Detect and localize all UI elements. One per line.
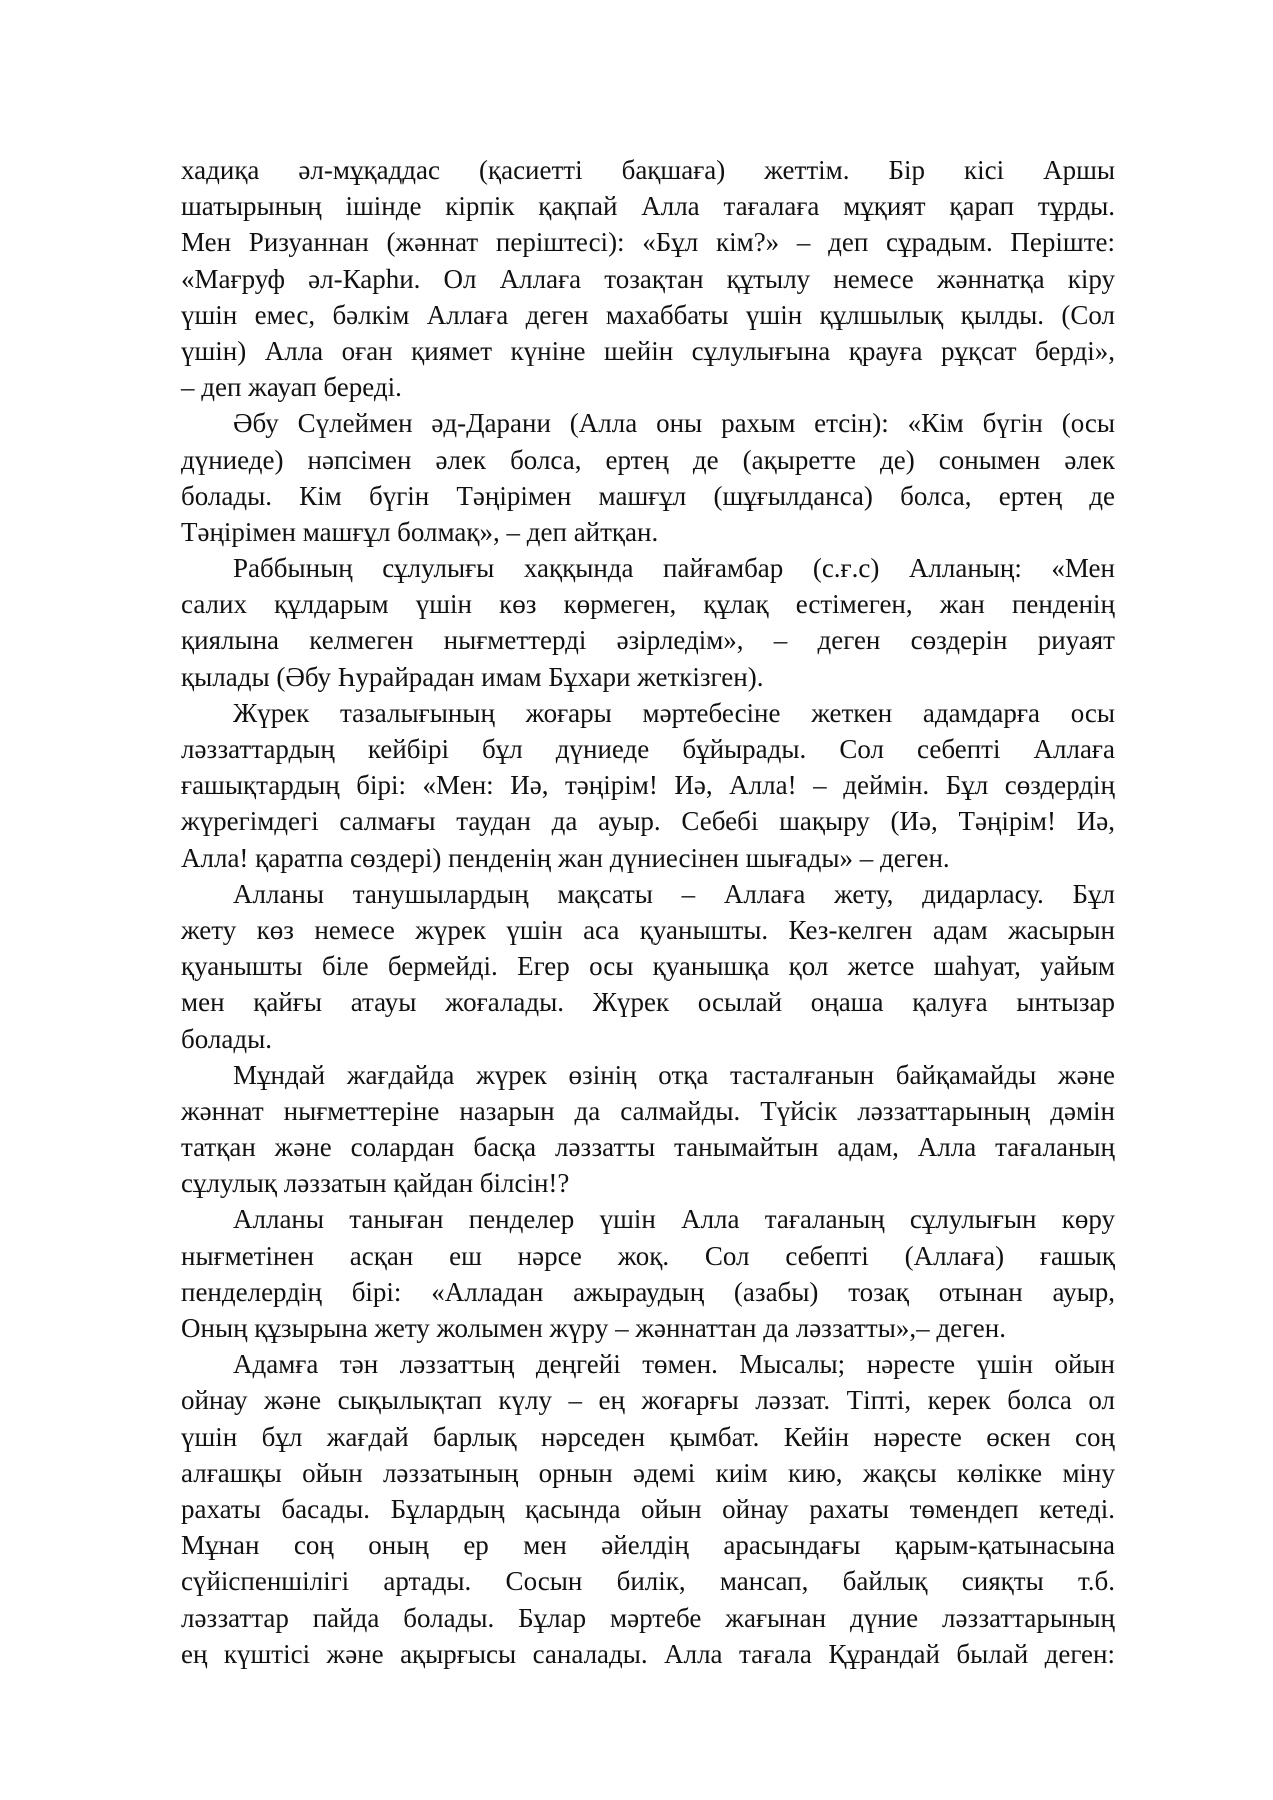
text-line: Адамға тән ләззаттың деңгейі төмен. Мысалы; нәресте үшін ойын <box>233 1349 1115 1380</box>
document-page <box>181 152 1115 1672</box>
paragraph <box>181 1346 1115 1672</box>
text-line: үшін) Алла оған қиямет күніне шейін сұлулығына қрауға рұқсат берді», <box>181 335 1115 366</box>
text-line: Әбу Сүлеймен әд-Дарани (Алла оны рахым етсін): «Кім бүгін (осы <box>233 408 1115 439</box>
paragraph <box>181 695 1115 876</box>
text-line: Тәңірімен машғұл болмақ», – деп айтқан. <box>181 516 659 547</box>
text-line: үшін бұл жағдай барлық нәрседен қымбат. Кейін нәресте өскен соң <box>181 1421 1115 1452</box>
paragraph <box>181 550 1115 695</box>
paragraph <box>181 1057 1115 1202</box>
text-line: алғашқы ойын ләззатының орнын әдемі киім кию, жақсы көлікке міну <box>181 1457 1115 1488</box>
text-line: сұлулық ләззатын қайдан білсін!? <box>181 1168 570 1199</box>
text-line: Жүрек тазалығының жоғары мәртебесіне жеткен адамдарға осы <box>233 697 1115 728</box>
text-line: қиялына келмеген нығметтерді әзірледім», – деген сөздерін риуаят <box>181 625 1115 656</box>
paragraph <box>181 876 1115 1057</box>
text-line: Мен Ризуаннан (жәннат періштесі): «Бұл кім?» – деп сұрадым. Періште: <box>181 227 1115 258</box>
text-line: шатырының ішінде кірпік қақпай Алла тағалаға мұқият қарап тұрды. <box>181 191 1115 222</box>
text-line: «Мағруф әл-Карһи. Ол Аллаға тозақтан құтылу немесе жәннатқа кіру <box>181 263 1115 294</box>
text-line: мен қайғы атауы жоғалады. Жүрек осылай оңаша қалуға ынтызар <box>181 987 1115 1018</box>
text-line: жүрегімдегі салмағы таудан да ауыр. Себебі шақыру (Иә, Тәңірім! Иә, <box>181 806 1115 837</box>
text-line: сүйіспеншілігі артады. Сосын билік, мансап, байлық сияқты т.б. <box>181 1566 1115 1597</box>
text-line: нығметінен асқан еш нәрсе жоқ. Сол себепті (Аллаға) ғашық <box>181 1240 1115 1271</box>
text-line: Алла! қаратпа сөздері) пенденің жан дүниесінен шығады» – деген. <box>181 842 950 873</box>
text-line: пенделердің бірі: «Алладан ажыраудың (азабы) тозақ отынан ауыр, <box>181 1276 1115 1307</box>
text-line: салих құлдарым үшін көз көрмеген, құлақ естімеген, жан пенденің <box>181 589 1115 620</box>
text-line: үшін емес, бәлкім Аллаға деген махаббаты үшін құлшылық қылды. (Сол <box>181 299 1115 330</box>
text-line: Алланы таныған пенделер үшін Алла тағаланың сұлулығын көру <box>233 1204 1115 1235</box>
text-line: дүниеде) нәпсімен әлек болса, ертең де (ақыретте де) сонымен әлек <box>181 444 1115 475</box>
text-line: ойнау және сықылықтап күлу – ең жоғарғы ләззат. Тіпті, керек болса ол <box>181 1385 1115 1416</box>
text-line: ғашықтардың бірі: «Мен: Иә, тәңірім! Иә, Алла! – деймін. Бұл сөздердің <box>181 770 1115 801</box>
text-line: ләззаттардың кейбірі бұл дүниеде бұйырады. Сол себепті Аллаға <box>181 734 1115 764</box>
text-line: рахаты басады. Бұлардың қасында ойын ойнау рахаты төмендеп кетеді. <box>181 1493 1115 1524</box>
text-line: Оның құзырына жету жолымен жүру – жәннаттан да ләззатты»,– деген. <box>181 1313 1006 1343</box>
paragraph <box>181 405 1115 550</box>
text-line: болады. <box>181 1023 272 1054</box>
paragraph <box>181 152 1115 405</box>
text-line: ләззаттар пайда болады. Бұлар мәртебе жағынан дүние ләззаттарының <box>181 1602 1115 1633</box>
text-line: қуанышты біле бермейді. Егер осы қуанышқа қол жетсе шаһуат, уайым <box>181 951 1115 982</box>
text-line: татқан және солардан басқа ләззатты танымайтын адам, Алла тағаланың <box>181 1132 1115 1163</box>
text-line: хадиқа әл-мұқаддас (қасиетті бақшаға) жеттім. Бір кісі Аршы <box>181 155 1115 185</box>
text-line: Раббының сұлулығы хаққында пайғамбар (с.ғ.с) Алланың: «Мен <box>233 553 1115 584</box>
text-line: Алланы танушылардың мақсаты – Аллаға жету, дидарласу. Бұл <box>233 878 1115 909</box>
text-line: ең күштісі және ақырғысы саналады. Алла тағала Құрандай былай деген: <box>181 1638 1115 1669</box>
text-line: Мұнан соң оның ер мен әйелдің арасындағы қарым-қатынасына <box>181 1530 1115 1561</box>
text-line: – деп жауап береді. <box>181 372 402 403</box>
text-line: болады. Кім бүгін Тәңірімен машғұл (шұғылданса) болса, ертең де <box>181 480 1115 511</box>
text-line: жәннат нығметтеріне назарын да салмайды. Түйсік ләззаттарының дәмін <box>181 1095 1115 1126</box>
text-line: Мұндай жағдайда жүрек өзінің отқа тасталғанын байқамайды және <box>233 1059 1115 1090</box>
text-line: жету көз немесе жүрек үшін аса қуанышты. Кез-келген адам жасырын <box>181 914 1115 945</box>
paragraph <box>181 1201 1115 1346</box>
text-line: қылады (Әбу Һурайрадан имам Бұхари жеткізген). <box>181 661 764 692</box>
